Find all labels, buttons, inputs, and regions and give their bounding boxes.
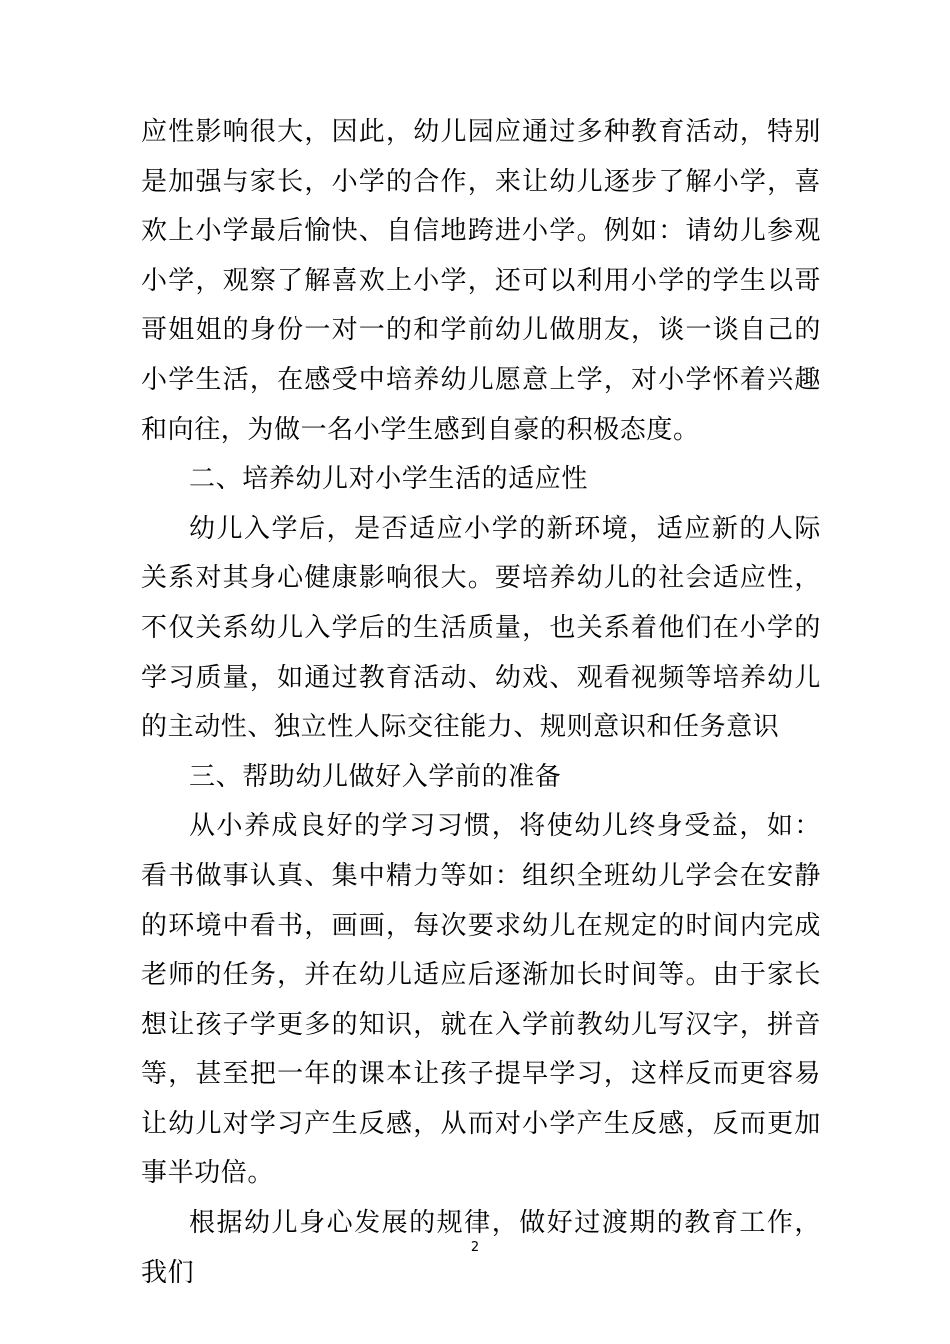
document-body <box>141 108 821 1298</box>
page-number: 2 <box>470 1240 480 1255</box>
section-heading-2: 二、培养幼儿对小学生活的适应性 <box>189 464 589 495</box>
paragraph-continuation: 应性影响很大，因此，幼儿园应通过多种教育活动，特别是加强与家长，小学的合作，来让幼儿逐步了解小学，喜欢上小学最后愉快、自信地跨进小学。例如：请幼儿参观小学，观察了解喜欢上小学，还可以利用小学的学生以哥哥姐姐的身份一对一的和学前幼儿做朋友，谈一谈自己的小学生活，在感受中培养幼儿愿意上学，对小学怀着兴趣和向往，为做一名小学生感到自豪的积极态度。 <box>141 117 821 445</box>
section-heading-3: 三、帮助幼儿做好入学前的准备 <box>189 761 562 792</box>
paragraph-preparation: 从小养成良好的学习习惯，将使幼儿终身受益，如：看书做事认真、集中精力等如：组织全班幼儿学会在安静的环境中看书，画画，每次要求幼儿在规定的时间内完成老师的任务，并在幼儿适应后逐渐加长时间等。由于家长想让孩子学更多的知识，就在入学前教幼儿写汉字，拼音等，甚至把一年的课本让孩子提早学习，这样反而更容易让幼儿对学习产生反感，从而对小学产生反感，反而更加事半功倍。 <box>141 811 821 1189</box>
paragraph-transition: 根据幼儿身心发展的规律，做好过渡期的教育工作，我们 <box>141 1208 821 1288</box>
paragraph-adaptation: 幼儿入学后，是否适应小学的新环境，适应新的人际关系对其身心健康影响很大。要培养幼儿的社会适应性，不仅关系幼儿入学后的生活质量，也关系着他们在小学的学习质量，如通过教育活动、幼戏、观看视频等培养幼儿的主动性、独立性人际交往能力、规则意识和任务意识 <box>141 513 821 743</box>
